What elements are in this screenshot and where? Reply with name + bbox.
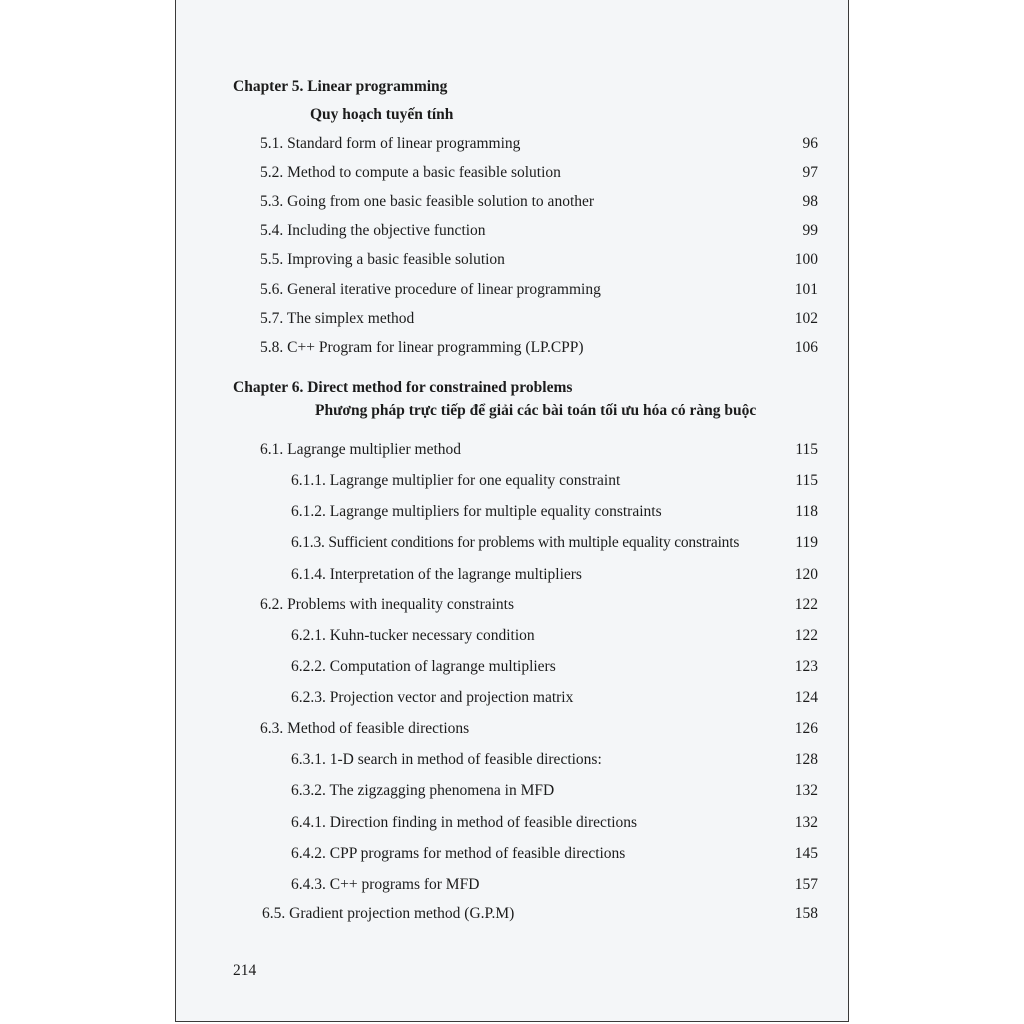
toc-entry-label: 5.8. C++ Program for linear programming (LP.CPP) bbox=[260, 339, 584, 356]
page-number-folio: 214 bbox=[233, 962, 257, 979]
toc-entry-label: 6.4.1. Direction finding in method of feasible directions bbox=[291, 814, 638, 831]
toc-entry-page: 132 bbox=[794, 814, 818, 831]
toc-entry-page: 122 bbox=[794, 596, 818, 613]
chapter-5-title: Chapter 5. Linear programming bbox=[233, 78, 448, 95]
toc-entry-label: 6.2.3. Projection vector and projection matrix bbox=[291, 689, 574, 706]
toc-entry-label: 6.3.1. 1-D search in method of feasible directions: bbox=[291, 751, 602, 768]
toc-entry-label: 6.1.4. Interpretation of the lagrange multipliers bbox=[291, 566, 582, 583]
toc-entry-page: 124 bbox=[794, 689, 818, 706]
toc-entry-label: 5.2. Method to compute a basic feasible solution bbox=[260, 164, 561, 181]
toc-entry-label: 6.1.1. Lagrange multiplier for one equality constraint bbox=[291, 472, 621, 489]
book-page bbox=[175, 0, 849, 1022]
toc-entry-label: 5.1. Standard form of linear programming bbox=[260, 135, 521, 152]
toc-entry-label: 6.3.2. The zigzagging phenomena in MFD bbox=[291, 782, 555, 799]
toc-entry-label: 6.2. Problems with inequality constraints bbox=[260, 596, 515, 613]
toc-entry-label: 5.6. General iterative procedure of linear programming bbox=[260, 281, 601, 298]
toc-entry-page: 106 bbox=[794, 339, 818, 356]
toc-entry-page: 115 bbox=[795, 441, 818, 458]
toc-entry-page: 100 bbox=[794, 251, 818, 268]
toc-entry-label: 6.1.2. Lagrange multipliers for multiple equality constraints bbox=[291, 503, 662, 520]
toc-entry-label: 6.2.2. Computation of lagrange multipliers bbox=[291, 658, 556, 675]
toc-entry-page: 123 bbox=[794, 658, 818, 675]
toc-entry-page: 97 bbox=[802, 164, 818, 181]
toc-entry-label: 6.3. Method of feasible directions bbox=[260, 720, 470, 737]
toc-entry-page: 157 bbox=[794, 876, 818, 893]
toc-entry-page: 128 bbox=[794, 751, 818, 768]
toc-entry-page: 96 bbox=[802, 135, 818, 152]
toc-entry-page: 158 bbox=[794, 905, 818, 922]
toc-entry-page: 145 bbox=[794, 845, 818, 862]
toc-entry-page: 99 bbox=[802, 222, 818, 239]
toc-entry-page: 118 bbox=[795, 503, 818, 520]
toc-entry-label: 5.7. The simplex method bbox=[260, 310, 415, 327]
toc-entry-page: 119 bbox=[795, 534, 818, 551]
toc-entry-label: 6.4.2. CPP programs for method of feasible directions bbox=[291, 845, 626, 862]
chapter-5-subtitle: Quy hoạch tuyến tính bbox=[310, 106, 454, 123]
toc-entry-page: 132 bbox=[794, 782, 818, 799]
toc-entry-label: 6.1. Lagrange multiplier method bbox=[260, 441, 462, 458]
chapter-6-subtitle: Phương pháp trực tiếp để giải các bài toán tối ưu hóa có ràng buộc bbox=[315, 402, 757, 419]
toc-entry-page: 115 bbox=[795, 472, 818, 489]
toc-entry-label: 5.3. Going from one basic feasible solution to another bbox=[260, 193, 595, 210]
toc-entry-page: 98 bbox=[802, 193, 818, 210]
toc-entry-label: 5.5. Improving a basic feasible solution bbox=[260, 251, 505, 268]
toc-entry-page: 101 bbox=[794, 281, 818, 298]
toc-entry-label: 6.4.3. C++ programs for MFD bbox=[291, 876, 480, 893]
toc-entry-page: 126 bbox=[794, 720, 818, 737]
toc-entry-page: 122 bbox=[794, 627, 818, 644]
toc-entry-label: 6.1.3. Sufficient conditions for problems with multiple equality constraints bbox=[291, 534, 740, 551]
chapter-6-title: Chapter 6. Direct method for constrained problems bbox=[233, 379, 573, 396]
toc-entry-label: 5.4. Including the objective function bbox=[260, 222, 486, 239]
toc-entry-label: 6.5. Gradient projection method (G.P.M) bbox=[262, 905, 515, 922]
toc-entry-page: 120 bbox=[794, 566, 818, 583]
toc-entry-label: 6.2.1. Kuhn-tucker necessary condition bbox=[291, 627, 535, 644]
toc-entry-page: 102 bbox=[794, 310, 818, 327]
